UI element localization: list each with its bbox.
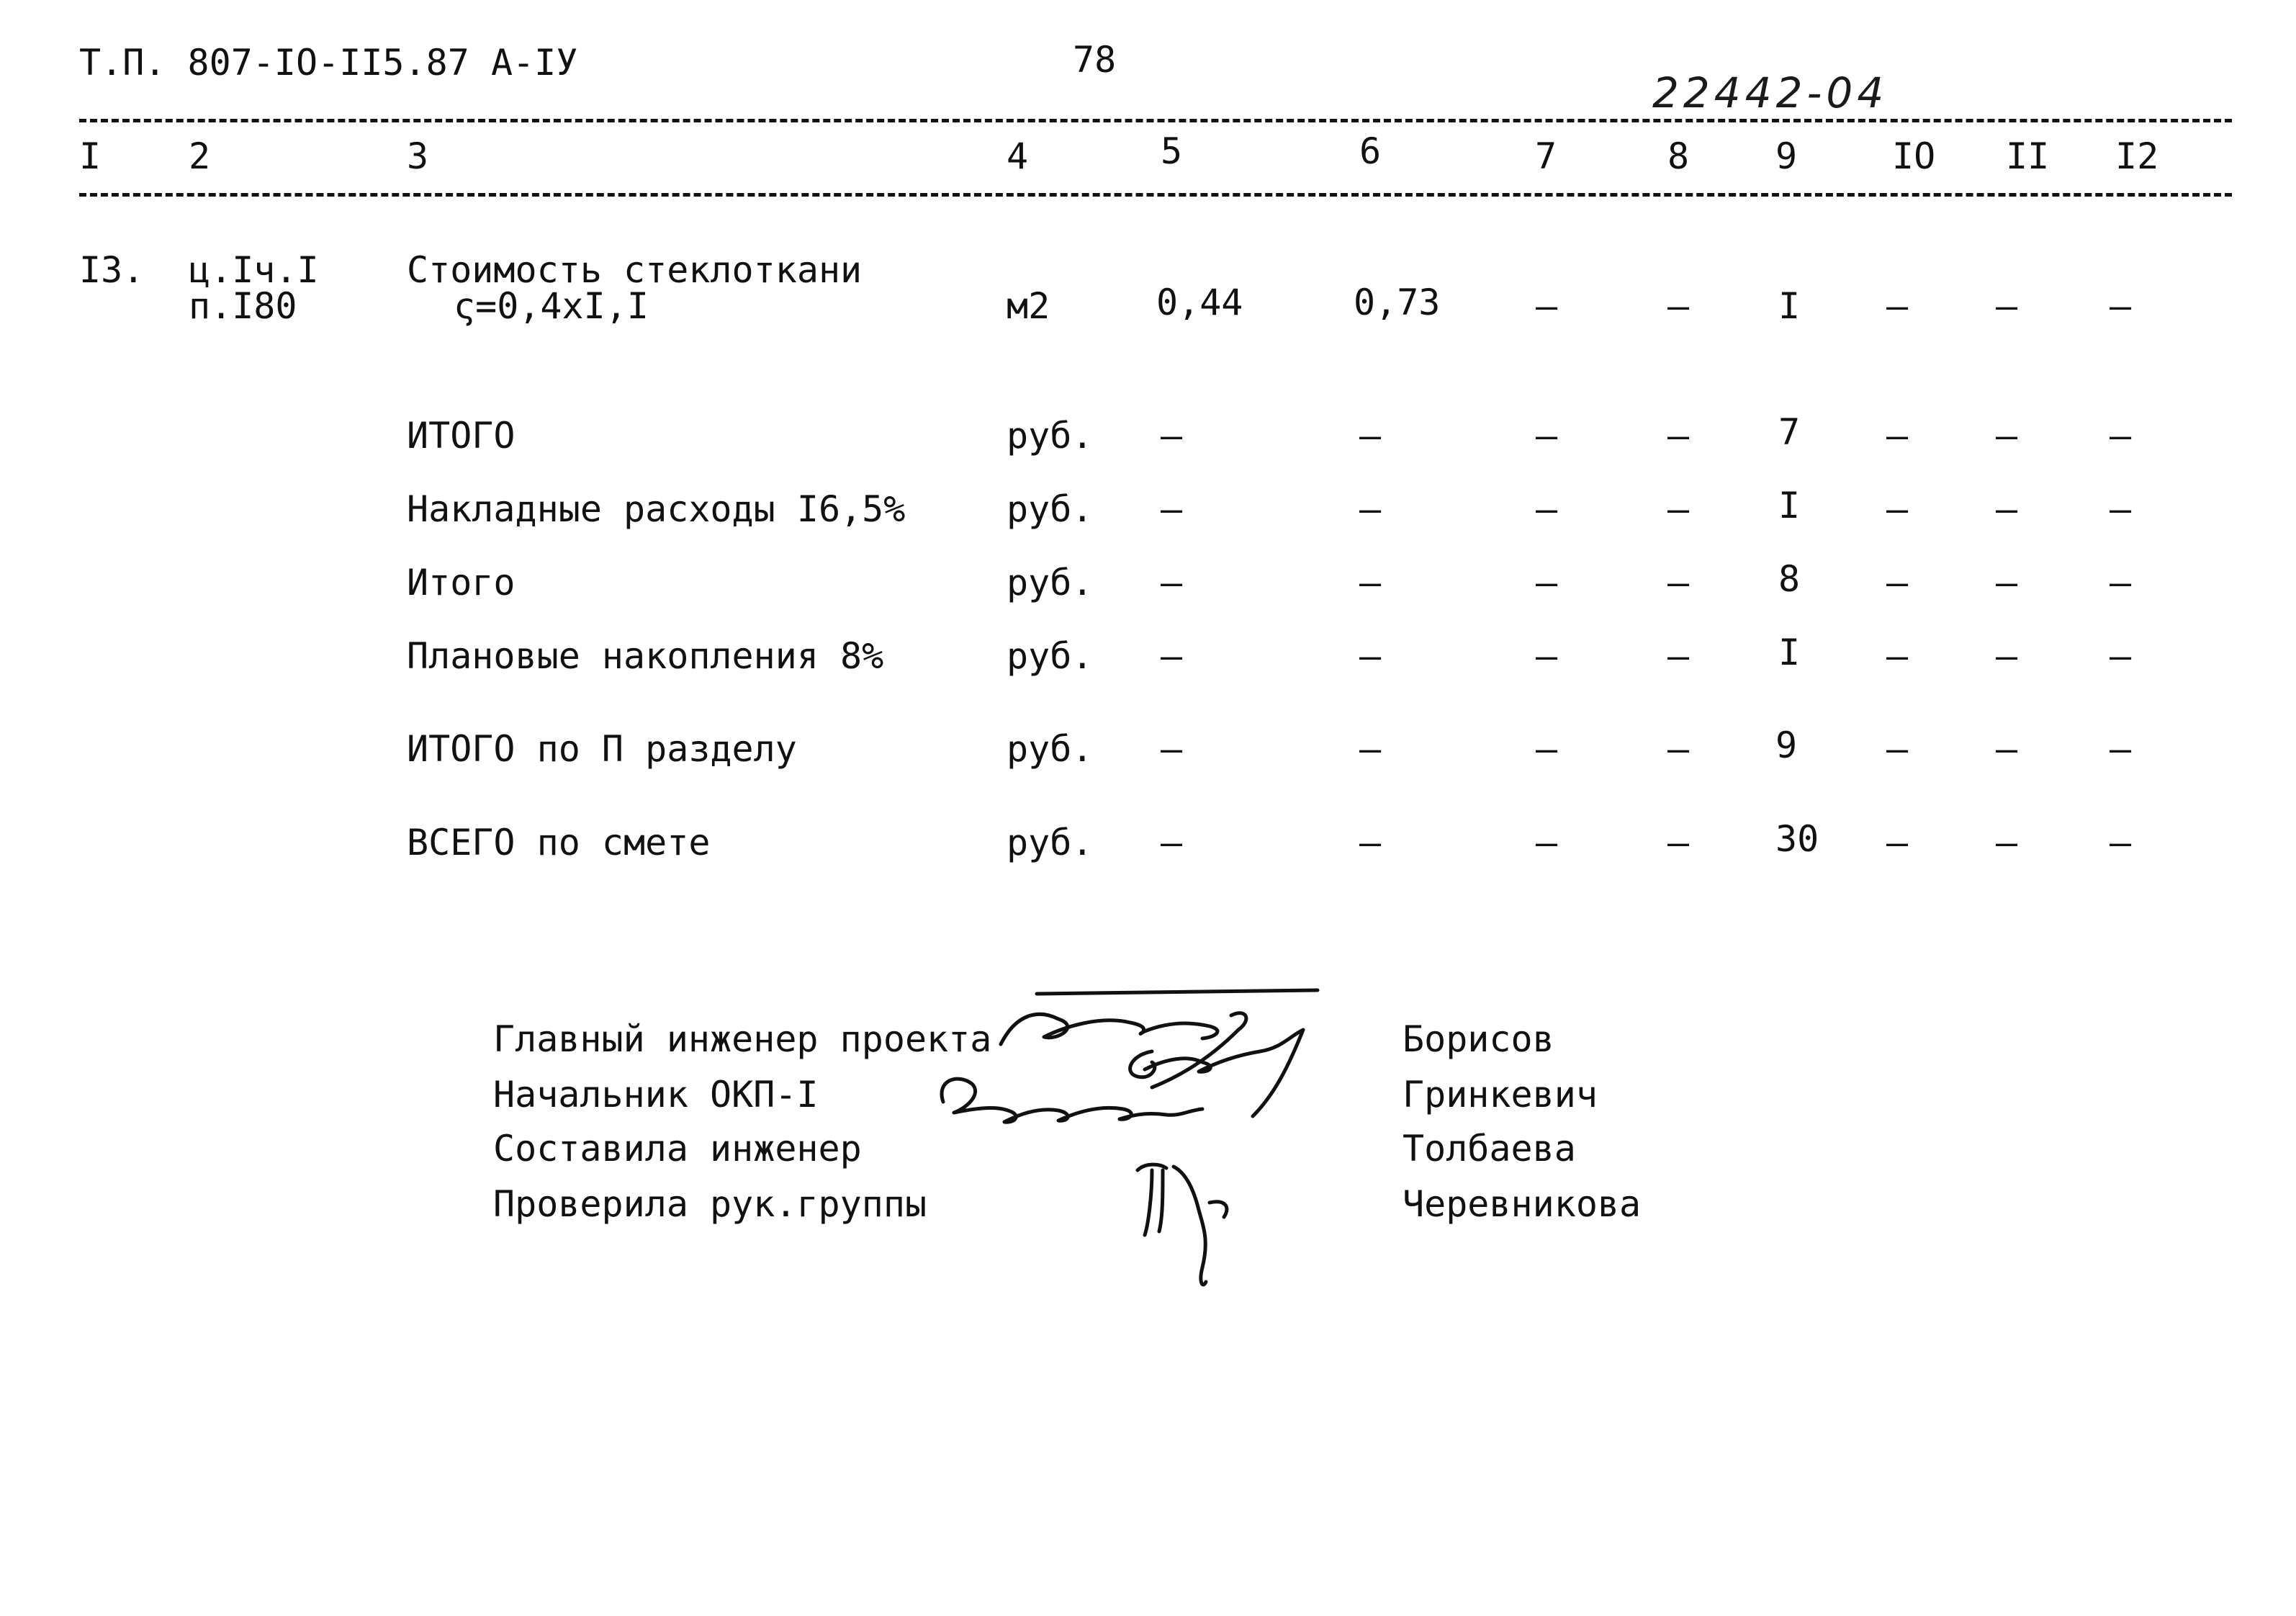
column-header: 9 (1775, 135, 1798, 177)
item-value: – (2110, 285, 2132, 327)
total-value: – (2110, 415, 2132, 457)
header-rule-top (79, 119, 2232, 122)
total-unit: руб. (1007, 415, 1094, 457)
total-value: – (1536, 728, 1558, 770)
item-description: Стоимость стеклоткани (407, 249, 863, 291)
signature-scribble-4 (1138, 1164, 1227, 1285)
item-value: – (1996, 285, 2018, 327)
total-label: Итого (407, 562, 516, 603)
total-unit: руб. (1007, 488, 1094, 530)
column-header: I2 (2115, 135, 2159, 177)
total-value: – (1667, 415, 1690, 457)
total-value: – (1536, 415, 1558, 457)
total-label: ВСЕГО по смете (407, 822, 711, 863)
page-number: 78 (1073, 39, 1117, 81)
total-value: – (1161, 415, 1183, 457)
total-unit: руб. (1007, 822, 1094, 863)
total-unit: руб. (1007, 728, 1094, 770)
total-value: – (1359, 635, 1382, 677)
item-value: I (1778, 285, 1801, 327)
total-value: – (1161, 562, 1183, 603)
total-unit: руб. (1007, 635, 1094, 677)
item-number: I3. (79, 249, 145, 291)
total-value: – (1996, 562, 2018, 603)
total-label: ИТОГО по П разделу (407, 728, 797, 770)
column-header: 8 (1667, 135, 1690, 177)
column-header: I (79, 135, 102, 177)
total-value: – (2110, 728, 2132, 770)
total-value: – (1667, 728, 1690, 770)
total-value: – (1886, 822, 1909, 863)
archive-number: 22442-04 (1652, 68, 1888, 117)
total-value: – (1996, 822, 2018, 863)
total-value: – (1536, 488, 1558, 530)
total-label: ИТОГО (407, 415, 516, 457)
total-value: 8 (1778, 558, 1801, 600)
signature-role: Начальник ОКП-I (493, 1074, 819, 1116)
total-value: – (1667, 822, 1690, 863)
total-value: I (1778, 485, 1801, 526)
total-value: – (1359, 822, 1382, 863)
signatory-name: Черевникова (1403, 1183, 1642, 1225)
column-header: 5 (1161, 130, 1183, 172)
total-value: – (1996, 415, 2018, 457)
total-value: – (1359, 728, 1382, 770)
total-value: – (1886, 728, 1909, 770)
total-value: – (1359, 488, 1382, 530)
signatory-name: Борисов (1403, 1018, 1554, 1060)
total-value: – (1536, 635, 1558, 677)
total-value: – (1996, 728, 2018, 770)
column-header: 3 (407, 135, 429, 177)
total-value: – (1886, 562, 1909, 603)
total-value: – (1886, 415, 1909, 457)
total-value: – (1667, 635, 1690, 677)
item-value: – (1536, 285, 1558, 327)
total-value: – (1996, 635, 2018, 677)
total-value: I (1778, 632, 1801, 673)
item-description: ς=0,4хI,I (454, 285, 649, 327)
total-value: – (1536, 822, 1558, 863)
item-value: 0,73 (1354, 282, 1441, 323)
column-header: II (2006, 135, 2050, 177)
total-value: 7 (1778, 411, 1801, 453)
total-value: – (2110, 488, 2132, 530)
signature-scribble-1 (1001, 990, 1318, 1087)
signature-scribble-2 (1130, 1030, 1303, 1116)
total-label: Плановые накопления 8% (407, 635, 884, 677)
item-value: 0,44 (1156, 282, 1243, 323)
total-unit: руб. (1007, 562, 1094, 603)
header-rule-bottom (79, 193, 2232, 197)
column-header: 4 (1007, 135, 1029, 177)
total-value: – (1161, 822, 1183, 863)
total-value: – (1886, 488, 1909, 530)
total-value: – (1667, 488, 1690, 530)
signatory-name: Гринкевич (1403, 1074, 1598, 1116)
signature-role: Проверила рук.группы (493, 1183, 927, 1225)
column-header: 2 (189, 135, 211, 177)
total-value: – (1996, 488, 2018, 530)
signature-scribble-3 (942, 1079, 1202, 1122)
item-reference: п.I80 (189, 285, 297, 327)
item-value: – (1886, 285, 1909, 327)
total-value: – (1667, 562, 1690, 603)
signature-role: Главный инженер проекта (493, 1018, 992, 1060)
total-value: – (2110, 822, 2132, 863)
total-value: 30 (1775, 818, 1819, 860)
column-header: 6 (1359, 130, 1382, 172)
signatory-name: Толбаева (1403, 1128, 1576, 1170)
item-reference: ц.Iч.I (189, 249, 319, 291)
item-unit: м2 (1007, 285, 1050, 327)
total-value: – (2110, 635, 2132, 677)
total-value: – (1886, 635, 1909, 677)
total-value: – (1161, 635, 1183, 677)
signature-role: Составила инженер (493, 1128, 862, 1170)
document-reference: Т.П. 807-IO-II5.87 А-IУ (79, 42, 578, 84)
total-value: – (2110, 562, 2132, 603)
total-label: Накладные расходы I6,5% (407, 488, 906, 530)
total-value: – (1536, 562, 1558, 603)
total-value: – (1161, 728, 1183, 770)
column-header: IO (1892, 135, 1936, 177)
total-value: – (1359, 562, 1382, 603)
item-value: – (1667, 285, 1690, 327)
total-value: – (1359, 415, 1382, 457)
total-value: – (1161, 488, 1183, 530)
total-value: 9 (1775, 724, 1798, 766)
column-header: 7 (1535, 135, 1557, 177)
handwritten-signatures (914, 987, 1346, 1289)
